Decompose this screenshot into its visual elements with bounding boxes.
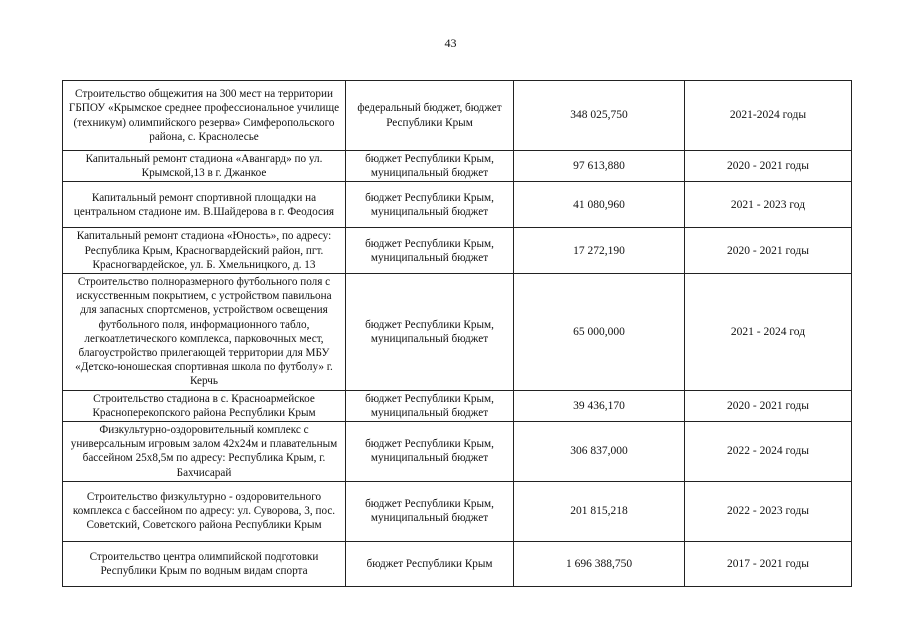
period-cell: 2021 - 2023 год	[685, 182, 852, 228]
amount-cell: 41 080,960	[514, 182, 685, 228]
funding-source-cell: бюджет Республики Крым	[346, 541, 514, 586]
funding-source-cell: федеральный бюджет, бюджет Республики Крым	[346, 81, 514, 151]
table-row	[63, 274, 852, 391]
funding-source-cell: бюджет Республики Крым, муниципальный бюджет	[346, 422, 514, 482]
amount-cell: 201 815,218	[514, 481, 685, 541]
amount-cell: 306 837,000	[514, 422, 685, 482]
projects-table	[62, 80, 852, 587]
period-cell: 2020 - 2021 годы	[685, 151, 852, 182]
table-row	[63, 228, 852, 274]
table-row	[63, 541, 852, 586]
project-name-cell: Физкультурно-оздоровительный комплекс с универсальным игровым залом 42x24м и плавательным бассейном 25x8,5м по адресу: Республика Крым, г. Бахчисарай	[63, 422, 346, 482]
amount-cell: 1 696 388,750	[514, 541, 685, 586]
funding-source-cell: бюджет Республики Крым, муниципальный бюджет	[346, 151, 514, 182]
funding-source-cell: бюджет Республики Крым, муниципальный бюджет	[346, 182, 514, 228]
table-row	[63, 151, 852, 182]
amount-cell: 97 613,880	[514, 151, 685, 182]
project-name-cell: Капитальный ремонт спортивной площадки на центральном стадионе им. В.Шайдерова в г. Феодосия	[63, 182, 346, 228]
table-row	[63, 422, 852, 482]
funding-source-cell: бюджет Республики Крым, муниципальный бюджет	[346, 274, 514, 391]
funding-source-cell: бюджет Республики Крым, муниципальный бюджет	[346, 390, 514, 421]
table-row	[63, 81, 852, 151]
amount-cell: 39 436,170	[514, 390, 685, 421]
amount-cell: 348 025,750	[514, 81, 685, 151]
period-cell: 2021-2024 годы	[685, 81, 852, 151]
project-name-cell: Строительство физкультурно - оздоровительного комплекса с бассейном по адресу: ул. Суворова, 3, пос. Советский, Советского района Республики Крым	[63, 481, 346, 541]
project-name-cell: Строительство полноразмерного футбольного поля с искусственным покрытием, с устройством павильона для запасных спортсменов, устройством освещения футбольного поля, информационного табло, легкоатлетического комплекса, парковочных мест, благоустройство прилегающей территории для МБУ «Детско-юношеская спортивная школа по футболу» г. Керчь	[63, 274, 346, 391]
project-name-cell: Строительство стадиона в с. Красноармейское Красноперекопского района Республики Крым	[63, 390, 346, 421]
page-number: 43	[444, 36, 457, 50]
period-cell: 2020 - 2021 годы	[685, 390, 852, 421]
project-name-cell: Строительство общежития на 300 мест на территории ГБПОУ «Крымское среднее профессиональное училище (техникум) олимпийского резерва» Симферопольского района, с. Краснолесье	[63, 81, 346, 151]
table-row	[63, 182, 852, 228]
table-row	[63, 481, 852, 541]
amount-cell: 17 272,190	[514, 228, 685, 274]
period-cell: 2022 - 2024 годы	[685, 422, 852, 482]
project-name-cell: Капитальный ремонт стадиона «Юность», по адресу: Республика Крым, Красногвардейский район, пгт. Красногвардейское, ул. Б. Хмельницкого, д. 13	[63, 228, 346, 274]
project-name-cell: Капитальный ремонт стадиона «Авангард» по ул. Крымской,13 в г. Джанкое	[63, 151, 346, 182]
funding-source-cell: бюджет Республики Крым, муниципальный бюджет	[346, 481, 514, 541]
funding-source-cell: бюджет Республики Крым, муниципальный бюджет	[346, 228, 514, 274]
amount-cell: 65 000,000	[514, 274, 685, 391]
table-row	[63, 390, 852, 421]
period-cell: 2022 - 2023 годы	[685, 481, 852, 541]
period-cell: 2017 - 2021 годы	[685, 541, 852, 586]
period-cell: 2020 - 2021 годы	[685, 228, 852, 274]
project-name-cell: Строительство центра олимпийской подготовки Республики Крым по водным видам спорта	[63, 541, 346, 586]
period-cell: 2021 - 2024 год	[685, 274, 852, 391]
